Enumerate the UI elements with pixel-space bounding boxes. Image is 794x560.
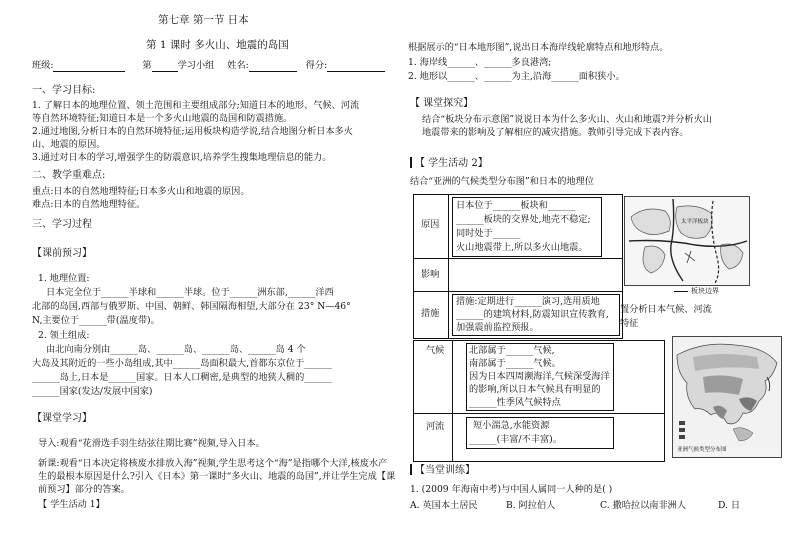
name-label: 姓名: (227, 60, 249, 71)
cause-line: 同时处于______ (456, 228, 521, 239)
location-line-1: 日本完全位于______半球和______半球。位于______洲东部,______洋西 (46, 287, 334, 298)
difficult-point-line: 难点:日本的自然地理特征。 (32, 199, 146, 210)
territory-line-2: 大岛及其附近的一些小岛组成,其中______岛面积最大,首都东京位于______ (32, 358, 332, 369)
practice-heading: 【当堂训练】 (410, 464, 475, 478)
river-box (466, 417, 614, 449)
measure-line: ______的建筑材料,防震知识宣传教育, (456, 309, 609, 320)
explore-heading: 【 课堂探究】 (410, 98, 474, 109)
preview-heading: 【课前预习】 (32, 248, 92, 259)
plate-tag: 太平洋板块 (681, 219, 709, 225)
plate-legend: 板块边界 (674, 287, 719, 296)
section2-heading: 二、教学重难点: (32, 170, 106, 181)
study-line-2: 新课:观看“日本决定将核废水排放入海”视频,学生思考这个“海”是指哪个大洋,核废水产 (38, 458, 388, 469)
objectives-line-4: 山、地震的原因。 (32, 139, 106, 150)
climate-line: 北部属于______气候, (469, 345, 555, 356)
plate-map-graphic (625, 197, 749, 285)
option-d[interactable]: D. 日 (718, 500, 741, 511)
study-line-3: 生的最根本原因是什么?引入《日本》第一课时“多火山、地震的岛国”,并让学生完成【课 (38, 471, 396, 482)
measure-line: 加强震前监控预报。 (456, 322, 539, 333)
study-line-1: 导入:观看“花滑选手羽生结弦往期比赛”视频,导入日本。 (38, 438, 265, 449)
objectives-line-1: 1. 了解日本的地理位置、领土范围和主要组成部分;知道日本的地形、气候、河流 (32, 100, 360, 111)
heading-marker (410, 157, 412, 168)
territory-line-1: 由北向南分别由______岛、______岛、______岛、______岛 4 个 (46, 344, 306, 355)
table-divider (448, 195, 449, 338)
activity1-heading: 【 学生活动 1】 (38, 499, 105, 510)
info-line (28, 60, 385, 72)
terrain-intro: 根据展示的“日本地形图”,说出日本海岸线轮廓特点和地形特点。 (408, 42, 669, 53)
row-divider (414, 258, 622, 259)
study-heading: 【课堂学习】 (32, 413, 92, 424)
table-divider (452, 341, 453, 461)
plate-distribution-map (624, 196, 750, 286)
cause-effect-table (413, 194, 623, 339)
objectives-line-5: 3.通过对日本的学习,增强学生的防震意识,培养学生搜集地理信息的能力。 (32, 152, 332, 163)
location-line-3: N,主要位于______带(温度带)。 (32, 315, 160, 326)
option-a[interactable]: A. 英国本土居民 (410, 500, 478, 511)
row-divider (414, 291, 622, 292)
activity2-heading: 【 学生活动 2】 (410, 157, 488, 171)
chapter-title: 第七章 第一节 日本 (158, 14, 249, 26)
score-blank[interactable] (327, 61, 385, 72)
territory-line-4: ______国家(发达/发展中国家) (32, 386, 153, 397)
study-line-4: 前预习】部分的答案。 (38, 484, 130, 495)
location-line-2: 北部的岛国,西部与俄罗斯、中国、朝鲜、韩国隔海相望,大部分在 23° N—46° (32, 301, 351, 312)
cause-box (452, 197, 602, 257)
objectives-line-2: 等自然环境特征;知道日本是一个多火山地震的岛国和防震措施。 (32, 113, 293, 124)
side-text-1: 置分析日本气候、河流 (620, 304, 712, 315)
climate-line: 南部属于______气候。 (469, 358, 561, 369)
question-1: 1. (2009 年海南中考)与中国人属同一人种的是( ) (410, 484, 613, 495)
cause-line: 火山地震带上,所以多火山地震。 (456, 242, 588, 253)
heading-marker (410, 464, 412, 475)
territory-line-3: ______岛上,日本是______国家。日本人口稠密,是典型的地狭人稠的______ (32, 372, 332, 383)
group-label: 学习小组 (177, 60, 215, 71)
asia-map-graphic (673, 337, 781, 449)
river-line: ______(丰富/不丰富)。 (469, 434, 562, 445)
key-point-line: 重点:日本的自然地理特征;日本多火山和地震的原因。 (32, 186, 250, 197)
climate-line: ______性季风气候特点 (469, 397, 561, 408)
class-label: 班级: (32, 60, 54, 71)
location-label: 1. 地理位置: (38, 273, 90, 284)
explore-line-1: 结合“板块分布示意图”说说日本为什么多火山、火山和地震?并分析火山 (422, 114, 712, 125)
climate-river-table (413, 340, 665, 462)
section3-heading: 三、学习过程 (32, 219, 92, 230)
row-label-cause: 原因 (421, 219, 440, 230)
section1-heading: 一、学习目标: (32, 85, 96, 96)
cause-line: ______板块的交界处,地壳不稳定; (456, 214, 591, 225)
option-b[interactable]: B. 阿拉伯人 (506, 500, 556, 511)
landform-line: 2. 地形以______、______为主,沿海______面积狭小。 (408, 71, 625, 82)
cause-line: 日本位于______板块和______ (456, 200, 576, 211)
explore-line-2: 地震带来的影响及了解相应的减灾措施。教师引导完成下表内容。 (422, 127, 689, 138)
climate-line: 的影响,所以日本气候具有明显的 (469, 384, 601, 395)
territory-label: 2. 领土组成: (38, 330, 90, 341)
row-label-climate: 气候 (426, 345, 445, 356)
class-blank[interactable] (53, 61, 125, 72)
group-blank[interactable] (152, 61, 178, 72)
activity2-text: 结合“亚洲的气候类型分布图”和日本的地理位 (410, 176, 594, 187)
objectives-line-3: 2.通过地图,分析日本的自然环境特征;运用板块构造学说,结合地图分析日本多火 (32, 126, 353, 137)
asia-map-caption: 亚洲气候类型分布图 (677, 447, 727, 453)
row-label-measures: 措施 (421, 308, 440, 319)
score-label: 得分: (305, 60, 328, 71)
row-label-river: 河流 (426, 421, 445, 432)
side-text-2: 特征 (620, 318, 639, 329)
option-c[interactable]: C. 撒哈拉以南非洲人 (600, 500, 687, 511)
climate-line: 因为日本四周濒海洋,气候深受海洋 (469, 371, 610, 382)
river-line: 短小湍急,水能资源 (473, 420, 550, 431)
climate-box (466, 343, 614, 411)
coastline-line: 1. 海岸线______、______多良港湾; (408, 57, 552, 68)
group-mid-label: 第 (142, 60, 152, 71)
measure-line: 措施:定期进行______演习,选用质地 (456, 296, 600, 307)
measures-box (452, 294, 620, 336)
name-blank[interactable] (249, 61, 297, 72)
lesson-title: 第 1 课时 多火山、地震的岛国 (146, 39, 289, 51)
row-divider (414, 413, 664, 414)
asia-climate-map (672, 336, 782, 458)
row-label-impact: 影响 (421, 269, 440, 280)
